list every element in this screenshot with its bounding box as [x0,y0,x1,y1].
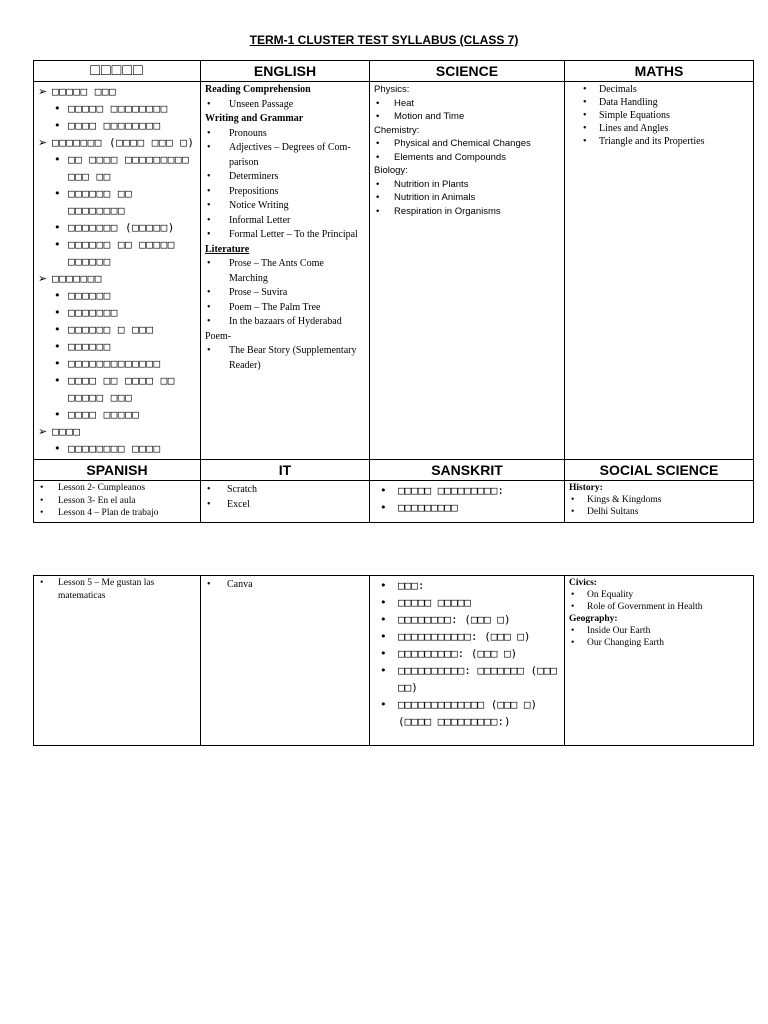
geography-list [569,625,749,649]
list-item: • □□□□□□ □□ □□□□□□□□ [38,185,196,219]
list-item: • Prose – The Ants Come Marching [205,257,365,286]
list-item: • Formal Letter – To the Principal [205,228,365,243]
list-item: • □□□□□ □□□□□□□□□: [374,482,560,499]
spanish-cell [34,481,201,523]
list-item: • □□□□□□□ (□□□□□) [38,219,196,236]
list-item: • Poem – The Palm Tree [205,301,365,316]
document-title: TERM-1 CLUSTER TEST SYLLABUS (CLASS 7) [249,33,519,47]
hindi-section-list [38,287,196,423]
history-heading: History: [569,483,603,493]
list-item: • The Bear Story (Supplementary Reader) [205,344,365,373]
list-item: • □□□□□□□□□ [374,499,560,516]
list-item: • □□□□ □□□□□□□□ [38,117,196,134]
list-item: • □□□□□□□□□□□□□ (□□□ □) (□□□□ □□□□□□□□□:) [374,696,560,730]
sanskrit-cell [370,481,565,523]
list-item: • Informal Letter [205,214,365,229]
hindi-section-heading: ➢ □□□□□□□ (□□□□ □□□ □) [38,134,196,151]
reading-list [205,98,365,113]
list-item: • Triangle and its Properties [569,135,749,148]
list-item: • Data Handling [569,96,749,109]
chemistry-heading: Chemistry: [374,124,420,136]
list-item: • Heat [374,97,560,111]
list-item: • □□□□□ □□□□□□□□ [38,100,196,117]
hindi-section-heading: ➢ □□□□ [38,423,196,440]
list-item: • □□□□□□ □ □□□ [38,321,196,338]
list-item: • Prose – Suvira [205,286,365,301]
header-social-science: SOCIAL SCIENCE [565,460,754,481]
hindi-section-heading: ➢ □□□□□□□ [38,270,196,287]
list-item: • Prepositions [205,185,365,200]
header-it: IT [201,460,370,481]
civics-heading: Civics: [569,578,597,588]
social-science-cell-continued [565,576,754,746]
list-item: • Delhi Sultans [569,506,749,518]
hindi-section-list [38,440,196,457]
english-cell [201,82,370,460]
list-item: • On Equality [569,589,749,601]
list-item: • Nutrition in Plants [374,178,560,192]
content-row-1 [34,82,754,460]
list-item: • Inside Our Earth [569,625,749,637]
list-item: • □□□□□□ □□ □□□□□ □□□□□□ [38,236,196,270]
list-item: • Determiners [205,170,365,185]
list-item: • Scratch [205,482,365,497]
maths-cell [565,82,754,460]
list-item: • □□□□□□□□□□: □□□□□□□ (□□□ □□) [374,662,560,696]
it-cell [201,481,370,523]
header-hindi: □□□□□ [34,61,201,82]
list-item: • □□ □□□□ □□□□□□□□□ □□□ □□ [38,151,196,185]
list-item: • Unseen Passage [205,98,365,113]
it-cell-continued [201,576,370,746]
list-item: • □□□: [374,577,560,594]
list-item: • Our Changing Earth [569,637,749,649]
list-item: • □□□□□ □□□□□ [374,594,560,611]
spanish-list-continued [38,577,196,602]
list-item: • Physical and Chemical Changes [374,137,560,151]
list-item: • Kings & Kingdoms [569,494,749,506]
list-item: • Canva [205,577,365,592]
hindi-section-list [38,100,196,134]
hindi-cell [34,82,201,460]
list-item: • □□□□□□ [38,287,196,304]
spanish-list [38,482,196,520]
history-list [569,494,749,518]
list-item: • Elements and Compounds [374,151,560,165]
science-cell [370,82,565,460]
list-item: • Pronouns [205,127,365,142]
header-sanskrit: SANSKRIT [370,460,565,481]
sanskrit-cell-continued [370,576,565,746]
list-item: • □□□□□□□ [38,304,196,321]
maths-list [569,83,749,148]
sanskrit-list-continued [374,577,560,730]
physics-heading: Physics: [374,84,410,95]
syllabus-table-continued [33,575,754,746]
list-item: • Adjectives – Degrees of Comparison [205,141,365,170]
list-item: • □□□□□□□□□□□: (□□□ □) [374,628,560,645]
list-item: • Lines and Angles [569,122,749,135]
it-list-continued [205,577,365,592]
list-item: • □□□□□□□□: (□□□ □) [374,611,560,628]
list-item: • □□□□□□□□□: (□□□ □) [374,645,560,662]
social-science-cell [565,481,754,523]
spanish-cell-continued [34,576,201,746]
list-item: • Simple Equations [569,109,749,122]
literature-list [205,257,365,330]
syllabus-table [33,60,754,523]
list-item: • □□□□□□ [38,338,196,355]
header-maths: MATHS [565,61,754,82]
header-english: ENGLISH [201,61,370,82]
list-item: • Excel [205,497,365,512]
header-row-2 [34,460,754,481]
chemistry-list [374,137,560,164]
content-row-3 [34,576,754,746]
list-item: • Motion and Time [374,110,560,124]
biology-heading: Biology: [374,165,408,176]
writing-heading: Writing and Grammar [205,113,304,124]
list-item: • □□□□□□□□□□□□□ [38,355,196,372]
literature-heading: Literature [205,243,250,255]
writing-list [205,127,365,243]
sanskrit-list [374,482,560,516]
list-item: • Lesson 4 – Plan de trabajo [38,507,196,520]
list-item: • Notice Writing [205,199,365,214]
list-item: • Lesson 5 – Me gustan las matematicas [38,577,196,602]
list-item: • □□□□□□□□ □□□□ [38,440,196,457]
list-item: • Lesson 2- Cumpleanos [38,482,196,495]
list-item: • In the bazaars of Hyderabad [205,315,365,330]
list-item: • Respiration in Organisms [374,205,560,219]
hindi-section-heading: ➢ □□□□□ □□□ [38,83,196,100]
list-item: • □□□□ □□ □□□□ □□ □□□□□ □□□ [38,372,196,406]
list-item: • Lesson 3- En el aula [38,495,196,508]
list-item: • Role of Government in Health [569,601,749,613]
list-item: • □□□□ □□□□□ [38,406,196,423]
header-spanish: SPANISH [34,460,201,481]
geography-heading: Geography: [569,614,618,624]
header-science: SCIENCE [370,61,565,82]
list-item: • Decimals [569,83,749,96]
poem-label: Poem- [205,330,232,342]
header-row-1 [34,61,754,82]
it-list [205,482,365,512]
hindi-section-list [38,151,196,270]
civics-list [569,589,749,613]
literature-list-2 [205,344,365,373]
content-row-2 [34,481,754,523]
reading-heading: Reading Comprehension [205,84,311,95]
biology-list [374,178,560,219]
list-item: • Nutrition in Animals [374,191,560,205]
physics-list [374,97,560,124]
